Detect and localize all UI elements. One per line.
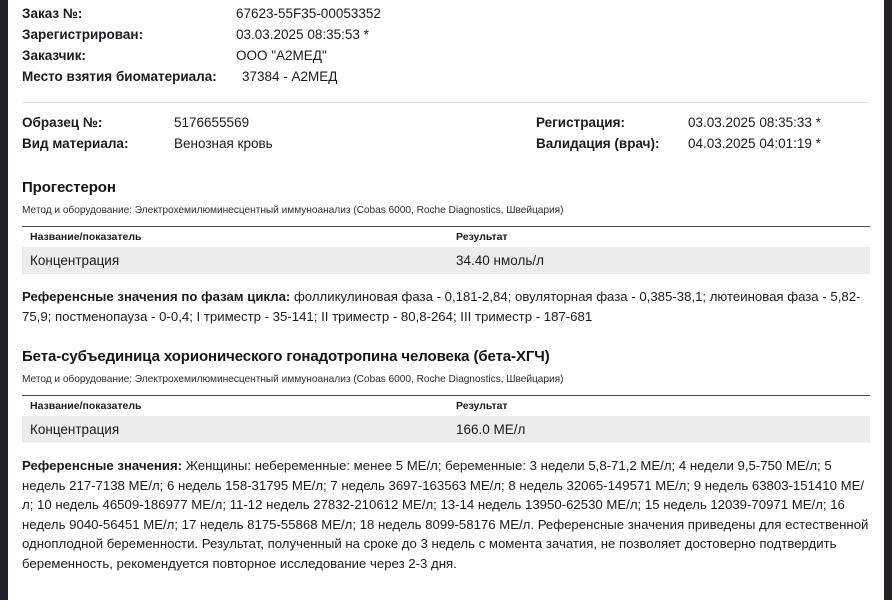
beta-hcg-result-table: [22, 395, 870, 443]
progesterone-reference-text: фолликулиновая фаза - 0,181-2,84; овуляторная фаза - 0,385-38,1; лютеиновая фаза - 5,82-75,9; постменопауза - 0-0,4; I триместр - 35-141; II триместр - 80,8-264; III триместр - 187-681: [22, 289, 861, 324]
column-header-result: Результат: [456, 400, 508, 412]
beta-hcg-method: Метод и оборудование: Электрохемилюминесцентный иммуноанализ (Cobas 6000, Roche Diagnostics, Швейцария): [22, 374, 564, 385]
registration-value: 03.03.2025 08:35:33 *: [688, 115, 821, 130]
collection-site-label: Место взятия биоматериала:: [22, 69, 217, 84]
analyte-section-beta-hcg: [22, 326, 870, 573]
material-type-value: Венозная кровь: [174, 136, 273, 151]
beta-hcg-reference-text: Женщины: небеременные: менее 5 МЕ/л; беременные: 3 недели 5,8-71,2 МЕ/л; 4 недели 9,5-750 МЕ/л; 5 недель 217-7138 МЕ/л; 6 недель 158-31795 МЕ/л; 7 недель 3697-163563 МЕ/л; 8 недель 32065-149571 МЕ/л; 9 недель 63803-151410 МЕ/л; 10 недель 46509-186977 МЕ/л; 11-12 недель 27832-210612 МЕ/л; 13-14 недель 13950-62530 МЕ/л; 15 недель 12039-70971 МЕ/л; 16 недель 9040-56451 МЕ/л; 17 недель 8175-55868 МЕ/л; 18 недель 8099-58176 МЕ/л. Референсные значения приведены для естественной одноплодной беременности. Результат, полученный на сроке до 3 недель с момента зачатия, не позволяет достоверно подтвердить беременность, рекомендуется повторное исследование через 2-3 дня.: [22, 458, 869, 571]
customer-label: Заказчик:: [22, 48, 86, 63]
analyte-section-progesterone: [22, 157, 870, 326]
sample-row-validation: [536, 136, 870, 157]
registered-value: 03.03.2025 08:35:53 *: [236, 27, 369, 42]
beta-hcg-reference-values: [22, 443, 870, 573]
order-number-value: 67623-55F35-00053352: [236, 6, 381, 21]
progesterone-reference-values: [22, 274, 870, 326]
sample-row-number: [22, 115, 536, 136]
page-left-edge: [0, 0, 8, 600]
order-row-collection-site: [22, 69, 870, 90]
order-row-number: [22, 6, 870, 27]
progesterone-title: Прогестерон: [22, 179, 116, 196]
sample-info-left-column: [22, 115, 536, 157]
column-header-name: Название/показатель: [30, 400, 142, 412]
column-header-name: Название/показатель: [30, 231, 142, 243]
order-row-registered: [22, 27, 870, 48]
report-sheet: [8, 0, 884, 600]
table-row: [22, 247, 870, 274]
order-header: [22, 0, 870, 90]
beta-hcg-parameter-name: Концентрация: [30, 422, 120, 437]
registration-label: Регистрация:: [536, 115, 625, 130]
validation-value: 04.03.2025 04:01:19 *: [688, 136, 821, 151]
sample-row-registration: [536, 115, 870, 136]
order-number-label: Заказ №:: [22, 6, 83, 21]
progesterone-parameter-result: 34.40 нмоль/л: [456, 253, 545, 268]
column-header-result: Результат: [456, 231, 508, 243]
progesterone-method: Метод и оборудование: Электрохемилюминесцентный иммуноанализ (Cobas 6000, Roche Diagnostics, Швейцария): [22, 205, 564, 216]
table-row: [22, 416, 870, 443]
sample-number-value: 5176655569: [174, 115, 250, 130]
registered-label: Зарегистрирован:: [22, 27, 144, 42]
sample-number-label: Образец №:: [22, 115, 103, 130]
order-row-customer: [22, 48, 870, 69]
beta-hcg-table-header: [22, 396, 870, 416]
sample-info: [22, 103, 870, 157]
progesterone-reference-label: Референсные значения по фазам цикла:: [22, 289, 291, 304]
material-type-label: Вид материала:: [22, 136, 129, 151]
customer-value: ООО "А2МЕД": [236, 48, 327, 63]
beta-hcg-reference-label: Референсные значения:: [22, 458, 183, 473]
sample-row-material: [22, 136, 536, 157]
sample-info-right-column: [536, 115, 870, 157]
collection-site-value: 37384 - А2МЕД: [242, 69, 338, 84]
page-right-edge: [884, 0, 892, 600]
progesterone-table-header: [22, 227, 870, 247]
beta-hcg-title: Бета-субъединица хорионического гонадотропина человека (бета-ХГЧ): [22, 348, 550, 365]
progesterone-result-table: [22, 226, 870, 274]
progesterone-parameter-name: Концентрация: [30, 253, 120, 268]
validation-label: Валидация (врач):: [536, 136, 660, 151]
beta-hcg-parameter-result: 166.0 МЕ/л: [456, 422, 526, 437]
